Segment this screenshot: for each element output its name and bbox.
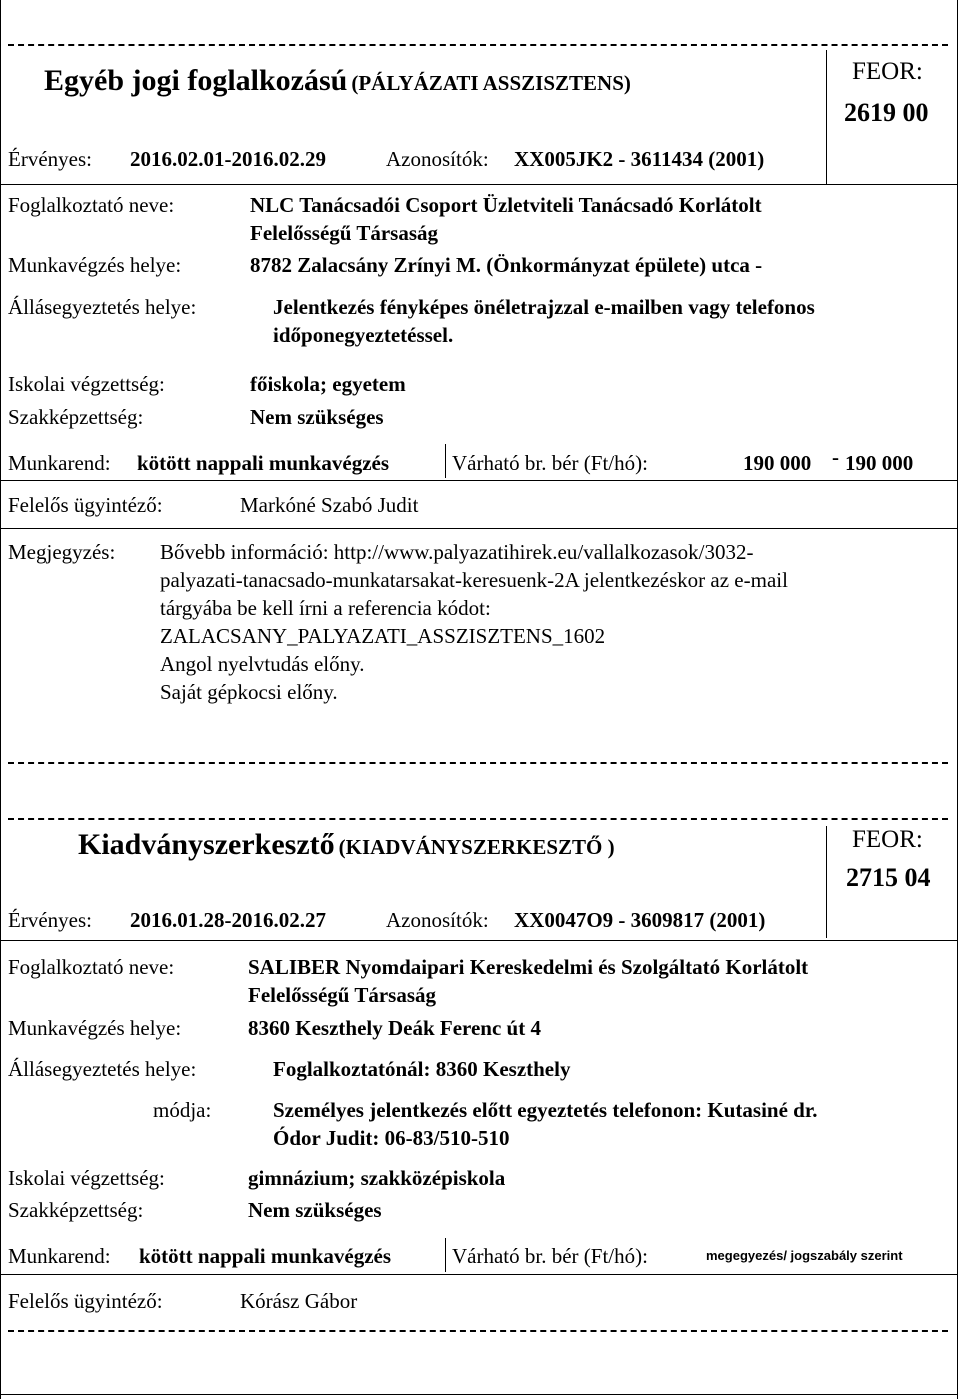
listing-1-salary-from: 190 000 <box>743 451 812 475</box>
listing-2-id-label: Azonosítók: <box>386 908 489 932</box>
listing-2-subtitle: (KIADVÁNYSZERKESZTŐ ) <box>338 835 615 859</box>
listing-1-salary-sep: - <box>832 445 839 469</box>
listing-1-workplace-value: 8782 Zalacsány Zrínyi M. (Önkormányzat épülete) utca - <box>250 253 763 277</box>
page-left-border <box>0 0 1 1399</box>
listing-1-note-line: palyazati-tanacsado-munkatarsakat-keresuenk-2A jelentkezéskor az e-mail <box>160 568 788 592</box>
listing-2-interview-label: Állásegyeztetés helye: <box>8 1057 197 1081</box>
listing-2-workplace-value: 8360 Keszthely Deák Ferenc út 4 <box>248 1016 541 1040</box>
listing-1-employer-label: Foglalkoztató neve: <box>8 193 175 217</box>
listing-1-workplace-label: Munkavégzés helye: <box>8 253 182 277</box>
listing-1-interview-line1: Jelentkezés fényképes önéletrajzzal e-mailben vagy telefonos <box>273 295 815 319</box>
listing-2-schedule-divider <box>445 1238 446 1272</box>
listing-1-note-line: Angol nyelvtudás előny. <box>160 652 365 676</box>
page-bottom-rule <box>0 1394 957 1395</box>
listing-2-method-line1: Személyes jelentkezés előtt egyeztetés telefonon: Kutasiné dr. <box>273 1098 818 1122</box>
listing-1-note-line: Saját gépkocsi előny. <box>160 680 338 704</box>
listing-1-feor-code: 2619 00 <box>844 98 929 127</box>
listing-1-interview-line2: időponegyeztetéssel. <box>273 323 454 347</box>
listing-1-schedule-label: Munkarend: <box>8 451 111 475</box>
listing-2-employer-line2: Felelősségű Társaság <box>248 983 437 1007</box>
listing-1-education-label: Iskolai végzettség: <box>8 372 165 396</box>
listing-2-salary-text: megegyezés/ jogszabály szerint <box>706 1248 903 1263</box>
listing-1-subtitle: (PÁLYÁZATI ASSZISZTENS) <box>351 71 631 95</box>
listing-1-qualification-label: Szakképzettség: <box>8 405 144 429</box>
listing-2-schedule-value: kötött nappali munkavégzés <box>139 1244 392 1268</box>
listing-2-education-value: gimnázium; szakközépiskola <box>248 1166 506 1190</box>
listing-1-feor-divider <box>826 50 827 185</box>
listing-1-title-row <box>44 64 631 98</box>
listing-1-schedule-divider <box>445 444 446 478</box>
listing-1-note-line: tárgyába be kell írni a referencia kódot: <box>160 596 491 620</box>
listing-1-education-value: főiskola; egyetem <box>250 372 406 396</box>
listing-2-title-row <box>78 828 615 862</box>
listing-1-title: Egyéb jogi foglalkozású <box>44 64 348 97</box>
listing-1-valid-range: 2016.02.01-2016.02.29 <box>130 147 326 171</box>
listing-2-officer-value: Kórász Gábor <box>240 1289 358 1313</box>
listing-2-method-label: módja: <box>153 1098 212 1122</box>
listing-2-officer-label: Felelős ügyintéző: <box>8 1289 163 1313</box>
listing-1-schedule-value: kötött nappali munkavégzés <box>137 451 390 475</box>
page-right-border <box>957 0 958 1399</box>
listing-2-title: Kiadványszerkesztő <box>78 828 335 861</box>
listing-2-workplace-label: Munkavégzés helye: <box>8 1016 182 1040</box>
listing-1-feor-label: FEOR: <box>852 58 923 85</box>
listing-2-method-line2: Ódor Judit: 06-83/510-510 <box>273 1126 510 1150</box>
listing-1-officer-rule <box>0 528 957 529</box>
listing-2-bottom-separator <box>8 1330 948 1332</box>
listing-2-valid-range: 2016.01.28-2016.02.27 <box>130 908 326 932</box>
listing-1-officer-value: Markóné Szabó Judit <box>240 493 419 517</box>
listing-1-bottom-separator <box>8 762 948 764</box>
listing-2-schedule-rule <box>0 1274 957 1275</box>
listing-1-id-label: Azonosítók: <box>386 147 489 171</box>
listing-1-salary-label: Várható br. bér (Ft/hó): <box>452 451 648 475</box>
listing-1-salary-to: 190 000 <box>845 451 914 475</box>
listing-2-qualification-value: Nem szükséges <box>248 1198 382 1222</box>
listing-1-valid-label: Érvényes: <box>8 147 92 171</box>
listing-2-employer-label: Foglalkoztató neve: <box>8 955 175 979</box>
listing-2-employer-line1: SALIBER Nyomdaipari Kereskedelmi és Szolgáltató Korlátolt <box>248 955 809 979</box>
listing-2-salary-label: Várható br. bér (Ft/hó): <box>452 1244 648 1268</box>
listing-1-officer-label: Felelős ügyintéző: <box>8 493 163 517</box>
listing-2-feor-label: FEOR: <box>852 826 923 853</box>
listing-1-note-label: Megjegyzés: <box>8 540 116 564</box>
listing-1-header-rule <box>0 184 957 185</box>
listing-2-id-value: XX0047O9 - 3609817 (2001) <box>514 908 766 932</box>
listing-2-top-separator <box>8 818 948 820</box>
listing-1-employer-line2: Felelősségű Társaság <box>250 221 439 245</box>
listing-2-schedule-label: Munkarend: <box>8 1244 111 1268</box>
listing-1-top-separator <box>8 44 948 46</box>
listing-2-education-label: Iskolai végzettség: <box>8 1166 165 1190</box>
listing-1-interview-label: Állásegyeztetés helye: <box>8 295 197 319</box>
listing-2-header-rule <box>0 940 957 941</box>
listing-1-note-line: ZALACSANY_PALYAZATI_ASSZISZTENS_1602 <box>160 624 606 648</box>
listing-2-qualification-label: Szakképzettség: <box>8 1198 144 1222</box>
listing-2-interview-value: Foglalkoztatónál: 8360 Keszthely <box>273 1057 571 1081</box>
listing-1-id-value: XX005JK2 - 3611434 (2001) <box>514 147 765 171</box>
listing-2-feor-code: 2715 04 <box>846 863 931 892</box>
listing-1-note-line: Bővebb információ: http://www.palyazatihirek.eu/vallalkozasok/3032- <box>160 540 754 564</box>
listing-1-employer-line1: NLC Tanácsadói Csoport Üzletviteli Tanácsadó Korlátolt <box>250 193 762 217</box>
listing-1-qualification-value: Nem szükséges <box>250 405 384 429</box>
listing-2-valid-label: Érvényes: <box>8 908 92 932</box>
listing-1-schedule-rule <box>0 480 957 481</box>
listing-2-feor-divider <box>826 826 827 938</box>
